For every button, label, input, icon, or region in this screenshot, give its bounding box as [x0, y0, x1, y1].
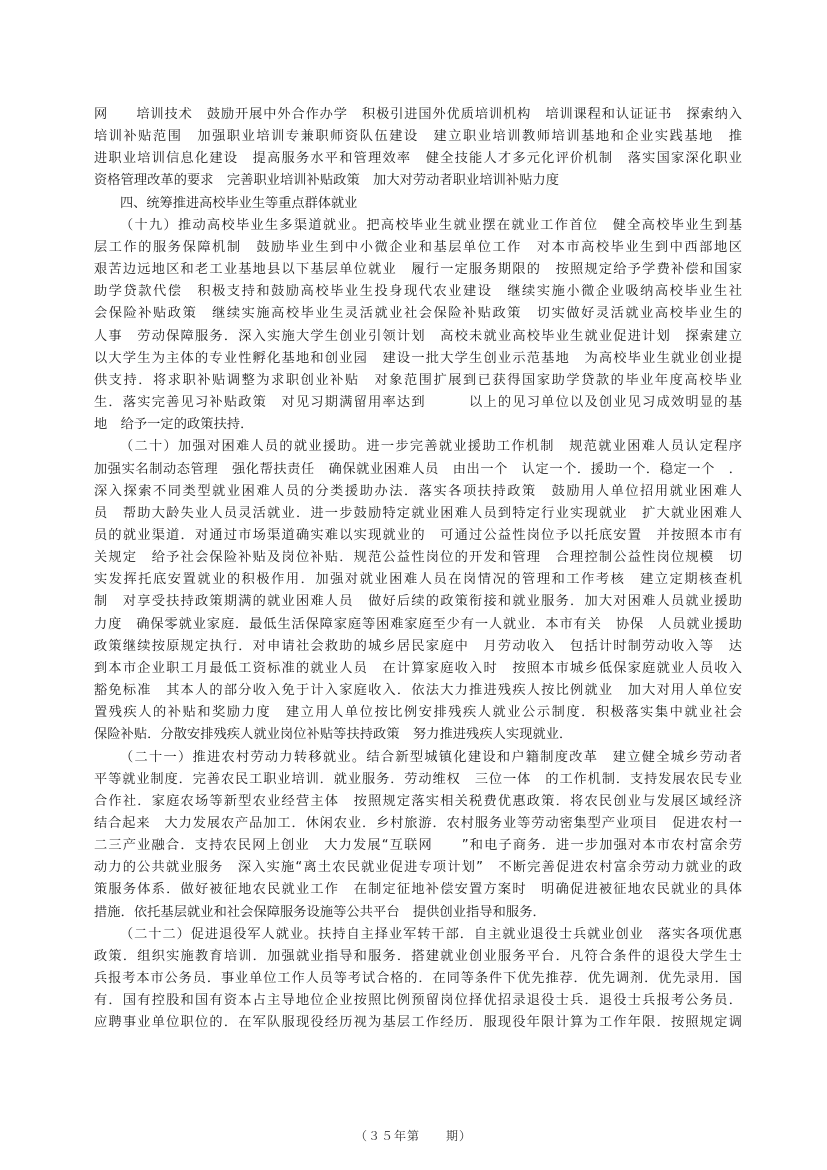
text-line: 以大学生为主体的专业性孵化基地和创业园 建设一批大学生创业示范基地 为高校毕业生就业创业提: [94, 350, 742, 366]
text-line: 应聘事业单位职位的．在军队服现役经历视为基层工作经历．服现役年限计算为工作年限．按照规定调: [94, 1015, 742, 1031]
paragraph-lead-line: （十九）推动高校毕业生多渠道就业。把高校毕业生就业摆在就业工作首位 健全高校毕业生到基: [120, 217, 742, 233]
text-line: 平等就业制度．完善农民工职业培训．就业服务．劳动维权 三位一体 的工作机制．支持发展农民专业: [94, 771, 742, 787]
text-line: 助学贷款代偿 积极支持和鼓励高校毕业生投身现代农业建设 继续实施小微企业吸纳高校毕业生社: [94, 284, 742, 300]
section-heading: 四、统筹推进高校毕业生等重点群体就业: [120, 195, 358, 211]
text-line: 人事 劳动保障服务．深入实施大学生创业引领计划 高校未就业高校毕业生就业促进计划 探索建立: [94, 328, 742, 344]
text-line: 合作社．家庭农场等新型农业经营主体 按照规定落实相关税费优惠政策．将农民创业与发展区域经济: [94, 793, 742, 809]
paragraph-lead-line: （二十）加强对困难人员的就业援助。进一步完善就业援助工作机制 规范就业困难人员认定程序: [120, 439, 742, 455]
text-line: 到本市企业职工月最低工资标准的就业人员 在计算家庭收入时 按照本市城乡低保家庭就业人员收入: [94, 660, 742, 676]
text-line: 置残疾人的补贴和奖励力度 建立用人单位按比例安排残疾人就业公示制度．积极落实集中就业社会: [94, 705, 742, 721]
text-line: 培训补贴范围 加强职业培训专兼职师资队伍建设 建立职业培训教师培训基地和企业实践基地 推: [94, 129, 742, 145]
paragraph-lead-line: （二十一）推进农村劳动力转移就业。结合新型城镇化建设和户籍制度改革 建立健全城乡劳动者: [120, 749, 742, 765]
text-line: 生．落实完善见习补贴政策 对见习期满留用率达到 以上的见习单位以及创业见习成效明显的基: [94, 395, 742, 411]
text-line: 深入探索不同类型就业困难人员的分类援助办法．落实各项扶持政策 鼓励用人单位招用就业困难人: [94, 483, 742, 499]
text-line: 员的就业渠道．对通过市场渠道确实难以实现就业的 可通过公益性岗位予以托底安置 并按照本市有: [94, 527, 742, 543]
text-line: 关规定 给予社会保险补贴及岗位补贴．规范公益性岗位的开发和管理 合理控制公益性岗位规模 切: [94, 550, 742, 566]
text-line: 动力的公共就业服务 深入实施“离土农民就业促进专项计划” 不断完善促进农村富余劳动力就业的政: [94, 860, 742, 876]
text-line: 二三产业融合．支持农民网上创业 大力发展“互联网 ”和电子商务．进一步加强对本市农村富余劳: [94, 838, 742, 854]
text-line: 力度 确保零就业家庭．最低生活保障家庭等困难家庭至少有一人就业．本市有关 协保 人员就业援助: [94, 616, 742, 632]
text-line: 员 帮助大龄失业人员灵活就业．进一步鼓励特定就业困难人员到特定行业实现就业 扩大就业困难人: [94, 505, 742, 521]
text-line: 进职业培训信息化建设 提高服务水平和管理效率 健全技能人才多元化评价机制 落实国家深化职业: [94, 151, 742, 167]
text-line: 政策继续按原规定执行．对申请社会救助的城乡居民家庭中 月劳动收入 包括计时制劳动收入等 达: [94, 638, 742, 654]
text-line: 策服务体系．做好被征地农民就业工作 在制定征地补偿安置方案时 明确促进被征地农民就业的具体: [94, 882, 742, 898]
text-line: 措施．依托基层就业和社会保障服务设施等公共平台 提供创业指导和服务．: [94, 904, 546, 920]
body-text: [94, 104, 742, 1035]
text-line: 供支持．将求职补贴调整为求职创业补贴 对象范围扩展到已获得国家助学贷款的毕业年度高校毕业: [94, 372, 742, 388]
text-line: 网 培训技术 鼓励开展中外合作办学 积极引进国外优质培训机构 培训课程和认证证书 探索纳入: [94, 107, 742, 122]
text-line: 加强实名制动态管理 强化帮扶责任 确保就业困难人员 由出一个 认定一个．援助一个．稳定一个 ．: [94, 461, 742, 477]
text-line: 结合起来 大力发展农产品加工．休闲农业．乡村旅游．农村服务业等劳动密集型产业项目 促进农村一: [94, 816, 742, 831]
text-line: 保险补贴．分散安排残疾人就业岗位补贴等扶持政策 努力推进残疾人实现就业．: [94, 727, 573, 743]
text-line: 兵报考本市公务员．事业单位工作人员等考试合格的．在同等条件下优先推荐．优先调剂．优先录用．国: [94, 971, 742, 987]
paragraph-lead-line: （二十二）促进退役军人就业。扶持自主择业军转干部．自主就业退役士兵就业创业 落实各项优惠: [120, 926, 742, 942]
text-line: 层工作的服务保障机制 鼓励毕业生到中小微企业和基层单位工作 对本市高校毕业生到中西部地区: [94, 239, 742, 255]
text-line: 实发挥托底安置就业的积极作用．加强对就业困难人员在岗情况的管理和工作考核 建立定期核查机: [94, 572, 742, 588]
text-line: 会保险补贴政策 继续实施高校毕业生灵活就业社会保险补贴政策 切实做好灵活就业高校毕业生的: [94, 306, 742, 322]
text-line: 有．国有控股和国有资本占主导地位企业按照比例预留岗位择优招录退役士兵．退役士兵报考公务员．: [94, 993, 742, 1009]
text-line: 地 给予一定的政策扶持．: [94, 417, 254, 433]
text-line: 制 对享受扶持政策期满的就业困难人员 做好后续的政策衔接和就业服务．加大对困难人员就业援助: [94, 594, 742, 610]
page-footer: （３５年第 期）: [354, 1129, 472, 1143]
text-line: 豁免标准 其本人的部分收入免于计入家庭收入．依法大力推进残疾人按比例就业 加大对用人单位安: [94, 683, 742, 699]
text-line: 政策．组织实施教育培训．加强就业指导和服务．搭建就业创业服务平台．凡符合条件的退役大学生士: [94, 948, 742, 964]
text-line: 资格管理改革的要求 完善职业培训补贴政策 加大对劳动者职业培训补贴力度: [94, 173, 560, 189]
text-line: 艰苦边远地区和老工业基地县以下基层单位就业 履行一定服务期限的 按照规定给予学费补偿和国家: [94, 262, 742, 278]
